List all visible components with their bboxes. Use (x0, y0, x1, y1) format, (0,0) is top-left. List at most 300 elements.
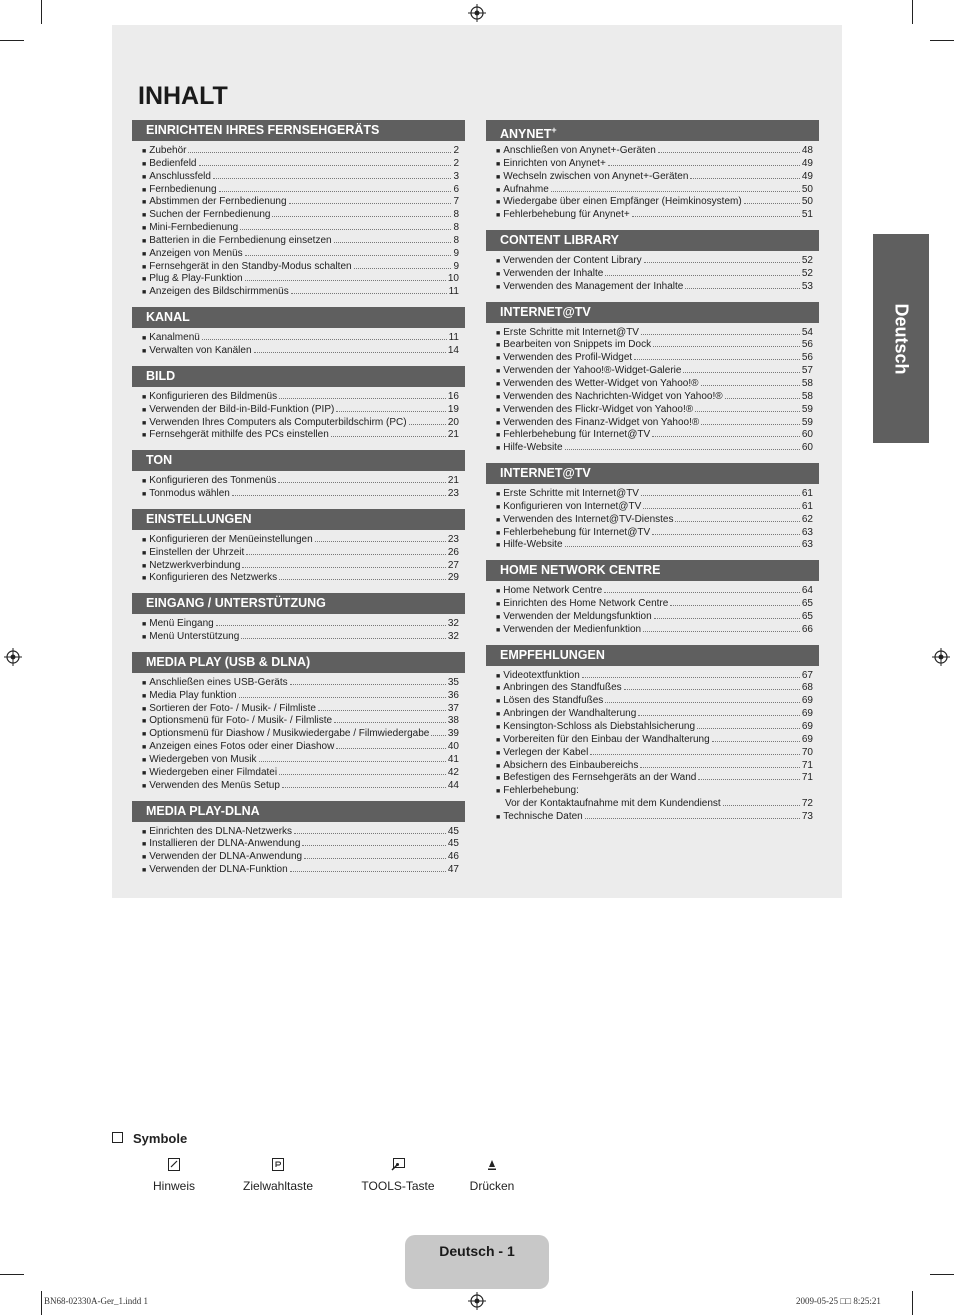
toc-entry-title: Verwenden der Inhalte (503, 267, 604, 279)
toc-entry (496, 811, 813, 824)
toc-entry-title: Verwenden der Medienfunktion (503, 623, 642, 635)
crop-mark (41, 1291, 42, 1315)
bullet-square-icon: ■ (496, 329, 501, 337)
dot-leader (242, 567, 445, 568)
toc-entry-title: Anzeigen eines Fotos oder einer Diashow (149, 741, 335, 753)
dot-leader (279, 774, 446, 775)
toc-entry-page: 14 (447, 344, 459, 356)
toc-entry-page: 73 (801, 810, 813, 822)
section-heading (132, 307, 465, 328)
toc-entry-title: Konfigurieren des Netzwerks (149, 572, 278, 584)
toc-entry-page: 36 (447, 689, 459, 701)
toc-entry-list (132, 822, 465, 877)
bullet-square-icon: ■ (496, 672, 501, 680)
toc-entry-title: Erste Schritte mit Internet@TV (503, 326, 639, 338)
toc-entry-title: Plug & Play-Funktion (149, 273, 243, 285)
toc-column-right (486, 120, 819, 832)
dot-leader (565, 449, 800, 450)
dot-leader (241, 638, 446, 639)
dot-leader (585, 818, 800, 819)
toc-entry-page: 45 (447, 838, 459, 850)
toc-entry-title: Konfigurieren des Bildmenüs (149, 390, 278, 402)
dot-leader (624, 689, 800, 690)
toc-entry-title: Batterien in die Fernbedienung einsetzen (149, 234, 332, 246)
section-heading-text: INTERNET@TV (500, 466, 591, 481)
bullet-square-icon: ■ (496, 393, 501, 401)
toc-entry-title: Anbringen des Standfußes (503, 682, 622, 694)
toc-entry (142, 404, 459, 417)
toc-section (132, 509, 465, 585)
toc-entry-title: Verwenden des Nachrichten-Widget von Yahoo!® (503, 390, 723, 402)
toc-section (132, 366, 465, 442)
toc-entry-title: Fernsehgerät mithilfe des PCs einstellen (149, 429, 329, 441)
toc-entry (142, 332, 459, 345)
dot-leader (291, 293, 447, 294)
toc-entry-list (132, 673, 465, 793)
toc-entry-title: Menü Unterstützung (149, 631, 240, 643)
toc-entry (496, 209, 813, 222)
bullet-square-icon: ■ (496, 542, 501, 550)
toc-entry-page: 53 (801, 280, 813, 292)
toc-entry-page: 41 (447, 754, 459, 765)
toc-entry-page: 52 (801, 255, 813, 267)
dot-leader (431, 735, 446, 736)
toc-entry (496, 365, 813, 378)
bullet-square-icon: ■ (496, 613, 501, 621)
dot-leader (302, 845, 445, 846)
dot-leader (279, 398, 446, 399)
crop-mark (41, 0, 42, 24)
bullet-square-icon: ■ (142, 212, 147, 220)
toc-entry-title: Verwalten von Kanälen (149, 344, 252, 356)
dot-leader (725, 398, 800, 399)
dot-leader (670, 605, 800, 606)
bullet-square-icon: ■ (496, 212, 501, 220)
toc-entry-page: 71 (801, 772, 813, 784)
toc-entry-list (132, 530, 465, 585)
toc-entry-page: 63 (801, 539, 813, 551)
toc-entry-page: 9 (453, 260, 459, 272)
toc-entry-page: 2 (453, 157, 459, 169)
toc-entry-page: 11 (448, 332, 459, 344)
toc-entry-page: 65 (801, 610, 813, 622)
bullet-square-icon: ■ (142, 575, 147, 583)
toc-entry-title: Anzeigen von Menüs (149, 247, 243, 259)
toc-section (132, 307, 465, 358)
bullet-square-icon: ■ (142, 186, 147, 194)
crop-mark (0, 1274, 24, 1275)
dot-leader (712, 741, 800, 742)
symbol-direct-button (218, 1158, 338, 1193)
dot-leader (608, 165, 800, 166)
toc-entry-page: 8 (453, 234, 459, 246)
press-icon (487, 1158, 497, 1171)
toc-entry (496, 798, 813, 811)
toc-entry (142, 286, 459, 299)
toc-entry-page: 52 (801, 267, 813, 279)
bullet-square-icon: ■ (496, 148, 501, 155)
bullet-square-icon: ■ (496, 432, 501, 440)
section-heading-text: CONTENT LIBRARY (500, 233, 619, 248)
bullet-square-icon: ■ (496, 419, 501, 427)
toc-entry-title: Suchen der Fernbedienung (149, 209, 271, 221)
toc-entry-title: Verwenden des Profil-Widget (503, 352, 633, 364)
dot-leader (290, 684, 446, 685)
bullet-square-icon: ■ (142, 225, 147, 233)
bullet-square-icon: ■ (496, 749, 501, 757)
symbols-heading-label: Symbole (133, 1131, 188, 1146)
toc-entry-page: 64 (801, 585, 813, 597)
toc-entry (496, 695, 813, 708)
toc-entry-title: Kensington-Schloss als Diebstahlsicherung (503, 721, 696, 732)
dot-leader (644, 262, 800, 263)
toc-section (486, 302, 819, 455)
bullet-square-icon: ■ (142, 744, 147, 752)
bullet-square-icon: ■ (142, 867, 147, 875)
toc-entry-title: Konfigurieren von Internet@TV (503, 500, 642, 512)
toc-entry-page: 9 (453, 247, 459, 259)
symbol-label: TOOLS-Taste (361, 1179, 435, 1193)
toc-entry (142, 703, 459, 716)
dot-leader (605, 702, 800, 703)
toc-entry-list (486, 323, 819, 455)
bullet-square-icon: ■ (496, 685, 501, 693)
dot-leader (188, 152, 451, 153)
toc-entry-title: Optionsmenü für Diashow / Musikwiedergabe / Filmwiedergabe (149, 728, 430, 740)
toc-entry-page: 46 (447, 851, 459, 863)
toc-entry-list (486, 581, 819, 636)
symbols-heading (112, 1131, 187, 1146)
toc-entry (496, 734, 813, 747)
toc-entry (496, 268, 813, 281)
dot-leader (315, 541, 446, 542)
bullet-square-icon: ■ (142, 491, 147, 499)
dot-leader (643, 631, 800, 632)
toc-entry (496, 327, 813, 340)
toc-entry (142, 488, 459, 501)
toc-entry (142, 248, 459, 261)
toc-entry (142, 196, 459, 209)
bullet-square-icon: ■ (142, 148, 147, 155)
dot-leader (278, 482, 446, 483)
bullet-square-icon: ■ (496, 406, 501, 414)
toc-entry (142, 780, 459, 793)
bullet-square-icon: ■ (496, 503, 501, 511)
dot-leader (245, 255, 452, 256)
dot-leader (246, 554, 446, 555)
section-heading-text: HOME NETWORK CENTRE (500, 563, 661, 578)
bullet-square-icon: ■ (496, 342, 501, 350)
print-file-info: BN68-02330A-Ger_1.indd 1 (44, 1296, 148, 1306)
toc-entry (496, 598, 813, 611)
dot-leader (701, 385, 800, 386)
section-heading-superscript: + (551, 125, 557, 135)
toc-entry-title: Verwenden der DLNA-Anwendung (149, 851, 303, 863)
dot-leader (590, 754, 800, 755)
dot-leader (259, 761, 446, 762)
toc-entry-title: Fehlerbehebung für Anynet+ (503, 209, 630, 221)
toc-entry (142, 158, 459, 171)
bullet-square-icon: ■ (142, 841, 147, 849)
toc-entry (142, 715, 459, 728)
dot-leader (304, 858, 446, 859)
toc-entry-page: 7 (453, 196, 459, 208)
toc-entry (142, 728, 459, 741)
dot-leader (698, 779, 800, 780)
dot-leader (604, 592, 800, 593)
dot-leader (239, 697, 446, 698)
toc-entry-page: 35 (447, 676, 459, 688)
toc-entry-page: 23 (447, 533, 459, 545)
toc-entry-page: 59 (801, 403, 813, 415)
toc-entry-title: Anschließen von Anynet+-Geräten (503, 145, 656, 156)
symbol-label: Drücken (469, 1179, 515, 1193)
toc-entry-page: 50 (801, 183, 813, 195)
toc-entry-page: 71 (801, 759, 813, 771)
toc-entry-page: 20 (447, 416, 459, 428)
toc-entry-list (486, 666, 819, 824)
toc-entry-page: 70 (801, 746, 813, 758)
toc-entry (496, 611, 813, 624)
toc-entry-title: Erste Schritte mit Internet@TV (503, 488, 639, 500)
toc-entry (142, 838, 459, 851)
toc-entry-title: Fehlerbehebung: (503, 785, 579, 797)
toc-entry (142, 145, 459, 158)
toc-section (132, 450, 465, 501)
bullet-square-icon: ■ (142, 679, 147, 687)
toc-entry-page: 37 (447, 702, 459, 714)
dot-leader (653, 346, 800, 347)
toc-entry-page: 6 (453, 183, 459, 195)
toc-entry-list (132, 471, 465, 501)
toc-entry-title: Menü Eingang (149, 618, 214, 630)
toc-entry (142, 261, 459, 274)
toc-entry-title: Wiedergabe über einen Empfänger (Heimkinosystem) (503, 196, 742, 208)
toc-entry-title: Einrichten des Home Network Centre (503, 598, 669, 610)
section-heading-text: EINRICHTEN IHRES FERNSEHGERÄTS (146, 123, 380, 137)
toc-entry (142, 171, 459, 184)
toc-entry (496, 184, 813, 197)
section-heading (486, 645, 819, 666)
toc-entry (496, 501, 813, 514)
toc-entry (142, 572, 459, 585)
dot-leader (202, 339, 447, 340)
toc-entry-page: 56 (801, 352, 813, 364)
toc-entry (496, 760, 813, 773)
toc-entry-page: 60 (801, 442, 813, 454)
toc-entry-page: 3 (453, 170, 459, 182)
dot-leader (354, 268, 452, 269)
bullet-square-icon: ■ (142, 250, 147, 258)
section-heading-text: MEDIA PLAY (USB & DLNA) (146, 654, 311, 669)
toc-section (486, 230, 819, 294)
dot-leader (652, 436, 800, 437)
toc-entry-page: 8 (453, 209, 459, 221)
toc-entry-title: Verwenden der Meldungsfunktion (503, 610, 652, 622)
section-heading-text: EMPFEHLUNGEN (500, 647, 605, 662)
toc-entry-title: Technische Daten (503, 810, 583, 822)
toc-column-left (132, 120, 465, 885)
toc-entry (496, 539, 813, 552)
bullet-square-icon: ■ (142, 419, 147, 427)
registration-mark-icon (4, 648, 22, 666)
toc-section (486, 463, 819, 552)
dot-leader (289, 203, 452, 204)
toc-entry-title: Abstimmen der Fernbedienung (149, 196, 287, 208)
bullet-square-icon: ■ (142, 621, 147, 629)
dot-leader (199, 165, 452, 166)
bullet-square-icon: ■ (142, 536, 147, 544)
toc-section (132, 120, 465, 299)
toc-entry (142, 851, 459, 864)
toc-entry-title: Absichern des Einbaubereichs (503, 759, 639, 771)
dot-leader (290, 871, 446, 872)
toc-entry-page: 23 (447, 488, 459, 500)
bullet-square-icon: ■ (496, 380, 501, 388)
toc-entry (142, 754, 459, 767)
toc-entry-list (486, 484, 819, 552)
bullet-square-icon: ■ (496, 775, 501, 783)
toc-entry-title: Bedienfeld (149, 157, 197, 169)
registration-mark-icon (932, 648, 950, 666)
toc-entry (496, 339, 813, 352)
toc-entry-title: Verwenden der Yahoo!®-Widget-Galerie (503, 365, 682, 377)
toc-entry (142, 345, 459, 358)
section-heading (132, 120, 465, 141)
toc-entry-page: 19 (447, 403, 459, 415)
dot-leader (334, 242, 452, 243)
bullet-square-icon: ■ (496, 626, 501, 634)
print-date-info: 2009-05-25 □□ 8:25:21 (796, 1296, 881, 1306)
toc-entry (142, 864, 459, 877)
page-number-label: Deutsch - 1 (439, 1243, 515, 1259)
dot-leader (565, 546, 800, 547)
bullet-square-icon: ■ (496, 173, 501, 181)
toc-section (132, 652, 465, 793)
registration-mark-icon (468, 4, 486, 22)
toc-entry (142, 429, 459, 442)
bullet-square-icon: ■ (142, 347, 147, 355)
section-heading (132, 366, 465, 387)
bullet-square-icon: ■ (496, 516, 501, 524)
toc-entry-page: 44 (447, 779, 459, 791)
bullet-square-icon: ■ (496, 698, 501, 706)
dot-leader (643, 508, 800, 509)
crop-mark (912, 1291, 913, 1315)
toc-entry-page: 69 (801, 695, 813, 707)
section-heading (132, 801, 465, 822)
toc-entry-list (132, 387, 465, 442)
toc-entry-title: Konfigurieren der Menüeinstellungen (149, 533, 313, 545)
toc-entry (142, 547, 459, 560)
toc-section (132, 593, 465, 644)
toc-entry-page: 49 (801, 170, 813, 182)
bullet-square-icon: ■ (496, 368, 501, 376)
section-heading (132, 652, 465, 673)
bullet-square-icon: ■ (142, 718, 147, 726)
toc-entry (496, 708, 813, 721)
bullet-square-icon: ■ (142, 432, 147, 440)
toc-entry-title: Bearbeiten von Snippets im Dock (503, 339, 652, 351)
dot-leader (652, 534, 800, 535)
toc-entry-title: Netzwerkverbindung (149, 559, 241, 571)
section-heading (132, 593, 465, 614)
toc-entry-title: Konfigurieren des Tonmenüs (149, 475, 277, 487)
toc-entry-title: Mini-Fernbedienung (149, 222, 239, 234)
bullet-square-icon: ■ (142, 199, 147, 207)
toc-entry (496, 429, 813, 442)
bullet-square-icon: ■ (142, 854, 147, 862)
toc-entry (142, 235, 459, 248)
bullet-square-icon: ■ (496, 283, 501, 291)
dot-leader (282, 787, 446, 788)
toc-entry-title: Anbringen der Wandhalterung (503, 708, 637, 720)
toc-entry-list (486, 141, 819, 222)
toc-entry-page: 69 (801, 721, 813, 732)
toc-entry-page: 65 (801, 598, 813, 610)
toc-entry-title: Sortieren der Foto- / Musik- / Filmliste (149, 702, 316, 714)
dot-leader (690, 178, 799, 179)
dot-leader (744, 203, 800, 204)
toc-entry-page: 40 (447, 741, 459, 753)
tools-icon (391, 1158, 405, 1171)
toc-entry-title: Installieren der DLNA-Anwendung (149, 838, 301, 850)
dot-leader (336, 748, 446, 749)
toc-entry-page: 61 (801, 500, 813, 512)
toc-entry-page: 69 (801, 733, 813, 745)
toc-entry-title: Videotextfunktion (503, 669, 580, 681)
toc-entry-page: 51 (801, 209, 813, 221)
toc-entry-page: 59 (801, 416, 813, 428)
toc-entry-page: 32 (447, 631, 459, 643)
dot-leader (213, 178, 452, 179)
toc-entry-page: 56 (801, 339, 813, 351)
toc-entry-title: Fernbedienung (149, 183, 217, 195)
toc-entry-page: 39 (447, 728, 459, 740)
dot-leader (232, 495, 446, 496)
toc-entry-list (486, 251, 819, 294)
toc-entry-list (132, 141, 465, 299)
toc-entry (496, 352, 813, 365)
dot-leader (641, 334, 800, 335)
toc-entry-title: Kanalmenü (149, 332, 200, 344)
toc-entry-page: 63 (801, 526, 813, 538)
section-heading (486, 120, 819, 141)
toc-section (486, 560, 819, 636)
toc-entry-page: 21 (447, 429, 459, 441)
toc-entry (142, 417, 459, 430)
toc-entry-page: 50 (801, 196, 813, 208)
toc-section (486, 645, 819, 824)
toc-section (486, 120, 819, 222)
toc-entry (496, 281, 813, 294)
toc-entry-title: Fernsehgerät in den Standby-Modus schalten (149, 260, 352, 272)
dot-leader (640, 767, 800, 768)
dot-leader (240, 229, 451, 230)
bullet-square-icon: ■ (496, 762, 501, 770)
page-title: INHALT (138, 82, 228, 110)
dot-leader (632, 216, 800, 217)
bullet-square-icon: ■ (142, 289, 147, 297)
toc-entry-list (132, 614, 465, 644)
toc-entry-title: Fehlerbehebung für Internet@TV (503, 526, 651, 538)
toc-entry-page: 10 (447, 273, 459, 285)
bullet-square-icon: ■ (142, 731, 147, 739)
toc-entry (142, 475, 459, 488)
toc-entry-page: 69 (801, 708, 813, 720)
bullet-square-icon: ■ (496, 199, 501, 207)
crop-mark (930, 1274, 954, 1275)
